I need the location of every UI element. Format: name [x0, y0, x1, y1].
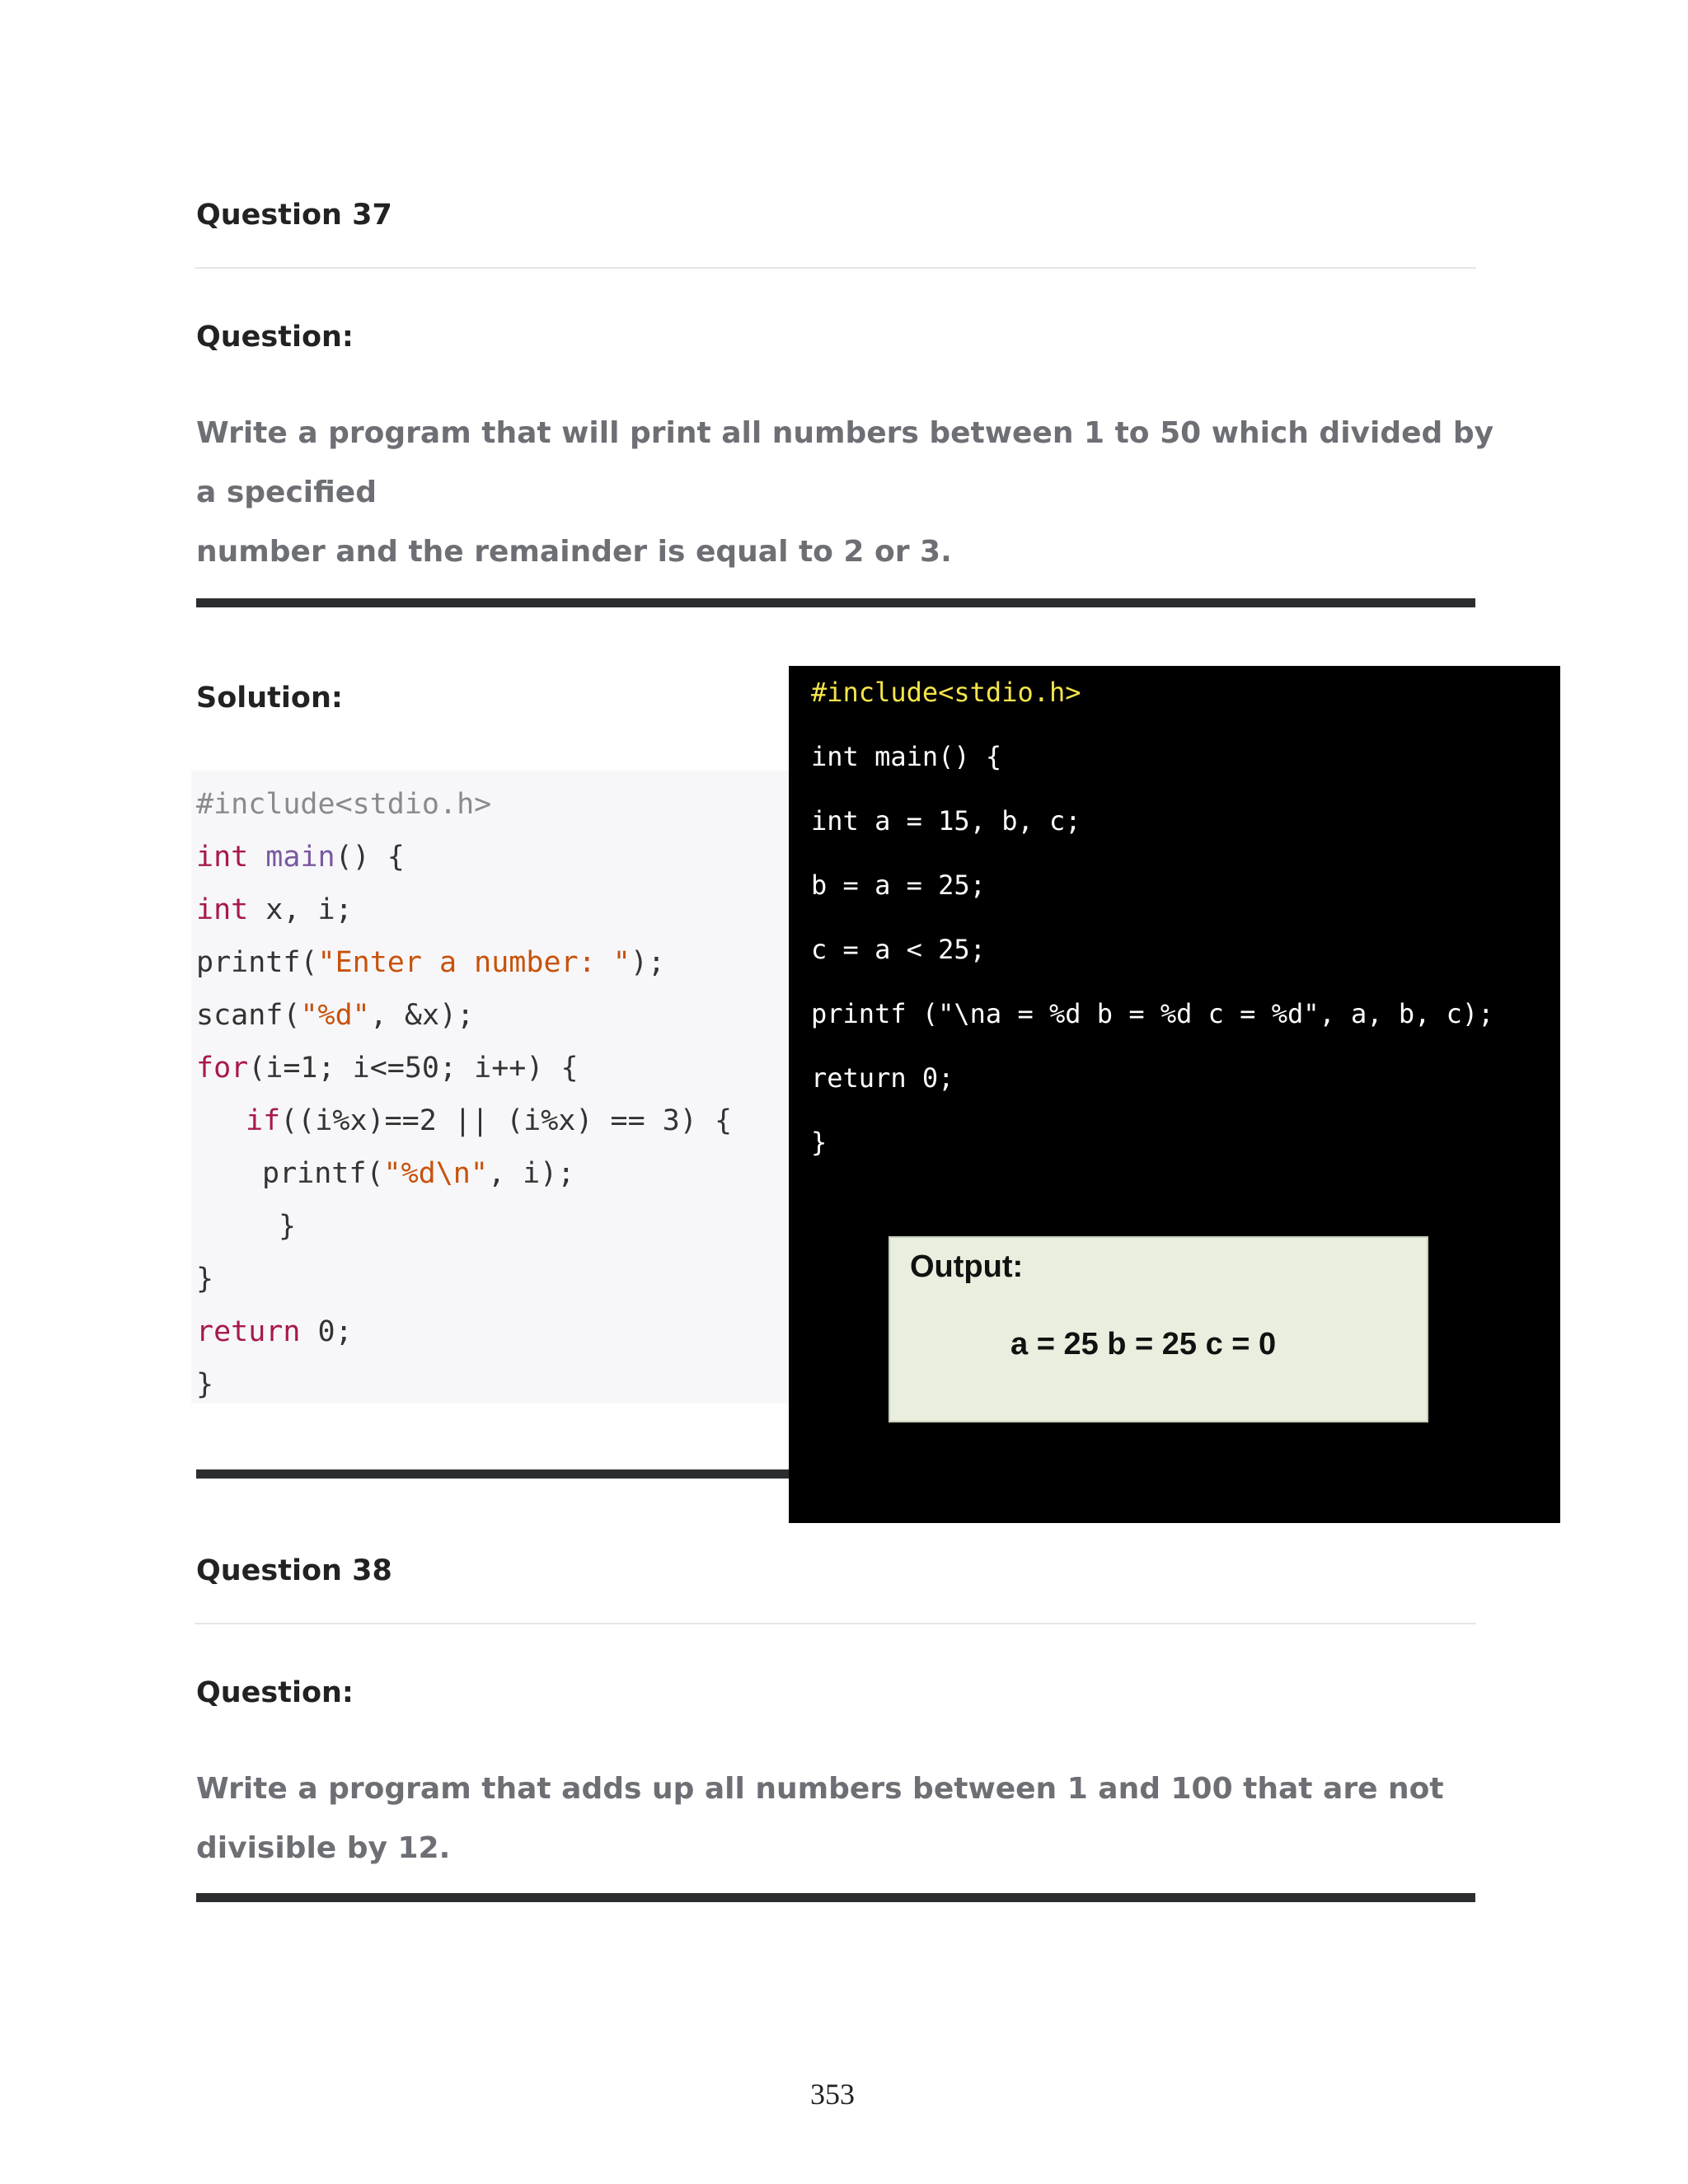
code-line: b = a = 25; — [811, 869, 986, 901]
page-number: 353 — [810, 2078, 855, 2111]
code-line: int a = 15, b, c; — [811, 805, 1081, 837]
code-line: int x, i; — [196, 893, 353, 926]
question-38-title: Question 38 — [196, 1554, 392, 1587]
question-37-text — [196, 404, 1498, 582]
code-line: #include<stdio.h> — [196, 788, 492, 821]
question-38-text — [196, 1760, 1498, 1878]
question-text-line: Write a program that adds up all numbers between 1 and 100 that are not divisible by 12. — [196, 1772, 1444, 1865]
question-text-line: number and the remainder is equal to 2 or 3. — [196, 535, 952, 569]
code-line: } — [196, 1263, 214, 1296]
question-text-line: Write a program that will print all numbers between 1 to 50 which divided by a specified — [196, 416, 1494, 509]
section-divider — [196, 1893, 1475, 1902]
output-value: a = 25 b = 25 c = 0 — [1010, 1327, 1277, 1361]
output-label: Output: — [910, 1249, 1024, 1284]
question-37-title: Question 37 — [196, 199, 392, 232]
code-image-panel — [789, 666, 1560, 1523]
code-line: printf("%d\n", i); — [262, 1157, 575, 1190]
code-line: #include<stdio.h> — [811, 677, 1081, 708]
question-label: Question: — [196, 1676, 354, 1709]
section-divider — [196, 598, 1475, 607]
code-line: scanf("%d", &x); — [196, 999, 475, 1032]
section-divider — [196, 1469, 823, 1479]
code-line: } — [196, 1368, 214, 1401]
code-line: for(i=1; i<=50; i++) { — [196, 1052, 579, 1085]
code-line: int main() { — [196, 841, 405, 874]
code-line: int main() { — [811, 741, 1002, 772]
solution-code-block — [191, 771, 818, 1404]
output-box — [889, 1236, 1428, 1422]
code-line: } — [811, 1127, 828, 1158]
code-line: return 0; — [196, 1315, 353, 1348]
divider — [195, 267, 1476, 269]
code-line: c = a < 25; — [811, 934, 986, 965]
code-line: if((i%x)==2 || (i%x) == 3) { — [246, 1104, 733, 1137]
code-line: printf("Enter a number: "); — [196, 946, 665, 979]
code-line: printf ("\na = %d b = %d c = %d", a, b, c); — [811, 998, 1494, 1029]
divider — [195, 1623, 1476, 1624]
code-line: return 0; — [811, 1062, 954, 1094]
question-label: Question: — [196, 321, 354, 354]
code-line: } — [279, 1210, 297, 1243]
solution-label: Solution: — [196, 682, 343, 715]
